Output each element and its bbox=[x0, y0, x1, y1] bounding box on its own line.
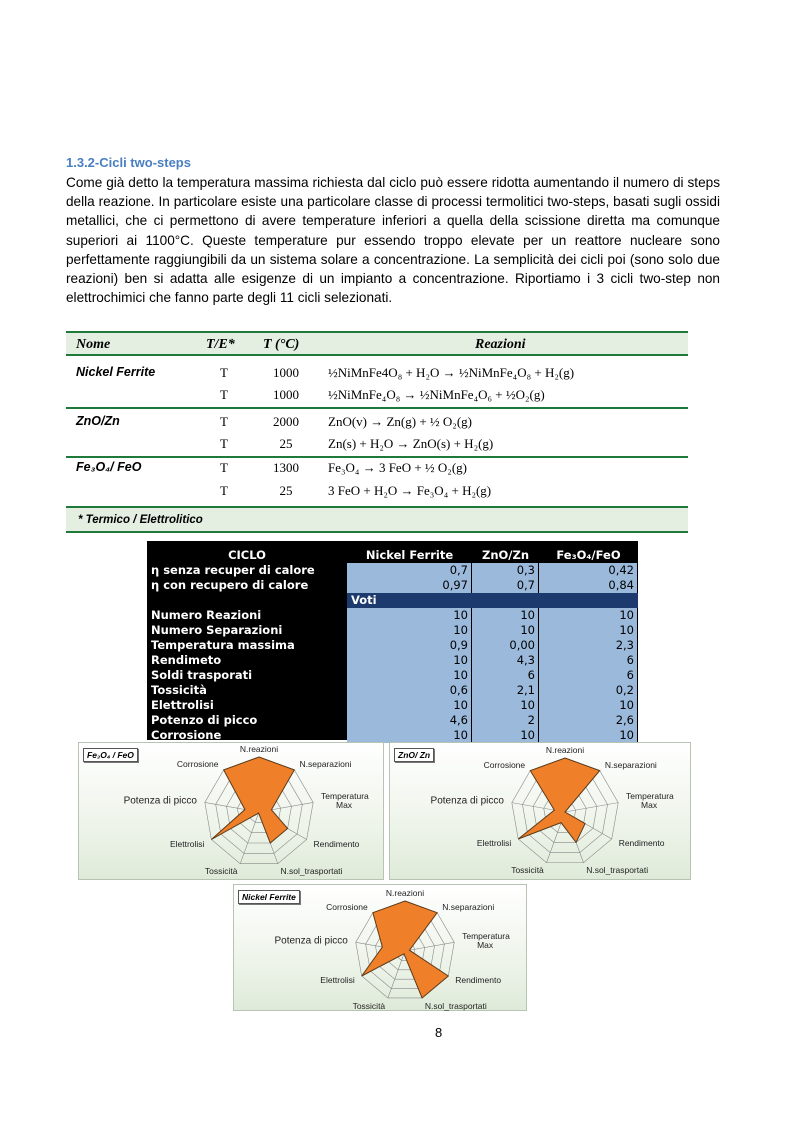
te-value: T bbox=[220, 365, 228, 380]
reaction-equation: 3 FeO + H₂O → Fe₃O₄ + H₂(g) bbox=[328, 483, 492, 498]
radar-series-area bbox=[362, 901, 449, 998]
voti-label: Voti bbox=[347, 593, 638, 608]
radar-axis-label: N.reazioni bbox=[545, 745, 585, 755]
radar-chart-nickel bbox=[233, 884, 527, 1011]
score-row bbox=[147, 668, 638, 683]
te-value: T bbox=[220, 460, 228, 475]
row-label: Numero Reazioni bbox=[151, 608, 262, 622]
row-value: 2,3 bbox=[539, 638, 638, 653]
header-te: T/E* bbox=[206, 337, 235, 352]
radar-axis-label: Tossicità bbox=[352, 1000, 386, 1011]
reaction-equation: ZnO(v) → Zn(g) + ½ O₂(g) bbox=[328, 414, 472, 429]
header-col-2: ZnO/Zn bbox=[481, 548, 530, 562]
row-value: 4,3 bbox=[472, 653, 539, 668]
row-label: η senza recuper di calore bbox=[151, 563, 315, 577]
reaction-equation: Fe₃O₄ → 3 FeO + ½ O₂(g) bbox=[328, 460, 468, 475]
row-value: 6 bbox=[539, 668, 638, 683]
radar-axis-label: Corrosione bbox=[483, 759, 526, 770]
radar-axis-label: N.separazioni bbox=[604, 759, 657, 770]
temperature-value: 25 bbox=[279, 436, 293, 451]
radar-axis-label: Rendimento bbox=[455, 975, 502, 985]
row-value: 0,84 bbox=[539, 578, 638, 593]
row-value: 0,3 bbox=[472, 563, 539, 578]
score-row bbox=[147, 683, 638, 698]
row-value: 0,97 bbox=[347, 578, 472, 593]
efficiency-row bbox=[147, 563, 638, 578]
header-nome: Nome bbox=[76, 337, 111, 352]
radar-axis-label: Tossicità bbox=[204, 866, 238, 877]
row-value: 2,1 bbox=[472, 683, 539, 698]
row-label: Tossicità bbox=[151, 683, 207, 697]
row-value: 0,7 bbox=[472, 578, 539, 593]
score-row bbox=[147, 638, 638, 653]
footnote: * Termico / Elettrolitico bbox=[78, 514, 203, 526]
section-paragraph: Come già detto la temperatura massima richiesta dal ciclo può essere ridotta aumentando il numero di steps della reazione. In particolare esiste una particolare classe di processi termolitici two-steps, basati sugli ossidi metallici, che ci permettono di avere temperature inferiori a quella della scissione diretta ma comunque superiori ai 1100°C. Queste temperature pur essendo troppo elevate per un reattore nucleare sono perfettamente raggiungibili da un sistema solare a concentrazione. La semplicità dei cicli poi (sono solo due reazioni) ben si adatta alle esigenze di un impianto a concentrazione. Riportiamo i 3 cicli two-step non elettrochimici che fanno parte degli 11 cicli selezionati. bbox=[66, 175, 720, 306]
chart-title: Nickel Ferrite bbox=[238, 890, 300, 904]
reaction-equation: ½NiMnFe₄O₈ → ½NiMnFe₄O₆ + ½O₂(g) bbox=[328, 387, 545, 402]
row-value: 10 bbox=[347, 728, 472, 743]
row-value: 0,00 bbox=[472, 638, 539, 653]
radar-axis-label: Temperatura Max bbox=[626, 791, 674, 811]
chart-title: ZnO/ Zn bbox=[394, 748, 434, 762]
te-value: T bbox=[220, 436, 228, 451]
score-row bbox=[147, 608, 638, 623]
radar-axis-label: Potenza di picco bbox=[123, 795, 197, 807]
radar-axis-label: Rendimento bbox=[313, 838, 360, 849]
te-value: T bbox=[220, 483, 228, 498]
row-value: 0,7 bbox=[347, 563, 472, 578]
row-value: 2,6 bbox=[539, 713, 638, 728]
cycle-name: Nickel Ferrite bbox=[76, 365, 156, 379]
header-temp: T (°C) bbox=[263, 337, 300, 352]
efficiency-row bbox=[147, 578, 638, 593]
radar-axis-label: Tossicità bbox=[511, 865, 544, 876]
radar-chart-fe3o4 bbox=[78, 742, 384, 880]
row-label: η con recupero di calore bbox=[151, 578, 309, 592]
header-reazioni: Reazioni bbox=[475, 337, 526, 352]
radar-spoke bbox=[565, 803, 618, 812]
radar-axis-label: Elettrolisi bbox=[169, 838, 205, 849]
radar-axis-label: Elettrolisi bbox=[320, 975, 355, 985]
row-value: 6 bbox=[539, 653, 638, 668]
group-separator bbox=[66, 456, 688, 458]
score-row bbox=[147, 623, 638, 638]
row-value: 10 bbox=[347, 608, 472, 623]
row-label: Potenzo di picco bbox=[151, 713, 258, 727]
score-row bbox=[147, 698, 638, 713]
row-label: Rendimeto bbox=[151, 653, 222, 667]
reactions-table bbox=[66, 331, 688, 535]
row-value: 10 bbox=[472, 608, 539, 623]
radar-axis-label: Rendimento bbox=[618, 838, 665, 848]
row-value: 10 bbox=[347, 623, 472, 638]
radar-axis-label: N.reazioni bbox=[239, 744, 279, 754]
group-separator bbox=[66, 407, 688, 409]
row-value: 10 bbox=[472, 623, 539, 638]
comparison-header-row bbox=[147, 548, 638, 563]
te-value: T bbox=[220, 387, 228, 402]
reaction-equation: Zn(s) + H₂O → ZnO(s) + H₂(g) bbox=[328, 436, 494, 451]
radar-axis-label: Corrosione bbox=[326, 901, 368, 912]
radar-axis-label: Temperatura Max bbox=[321, 791, 369, 811]
cycle-name: Fe₃O₄/ FeO bbox=[76, 460, 142, 474]
score-row bbox=[147, 653, 638, 668]
row-value: 0,2 bbox=[539, 683, 638, 698]
radar-axis-label: N.sol_trasportati bbox=[586, 865, 649, 876]
row-value: 10 bbox=[539, 608, 638, 623]
row-label: Soldi trasporati bbox=[151, 668, 253, 682]
row-value: 0,9 bbox=[347, 638, 472, 653]
row-value: 4,6 bbox=[347, 713, 472, 728]
radar-series-area bbox=[211, 757, 294, 843]
voti-row bbox=[147, 593, 638, 608]
header-col-1: Nickel Ferrite bbox=[365, 548, 454, 562]
row-value: 10 bbox=[347, 698, 472, 713]
row-value: 10 bbox=[472, 698, 539, 713]
score-row bbox=[147, 728, 638, 743]
comparison-table bbox=[147, 541, 638, 740]
radar-series-area bbox=[518, 758, 599, 842]
row-value: 0,6 bbox=[347, 683, 472, 698]
radar-axis-label: N.separazioni bbox=[299, 758, 352, 769]
temperature-value: 1300 bbox=[273, 460, 299, 475]
row-label: Temperatura massima bbox=[151, 638, 295, 652]
score-row bbox=[147, 713, 638, 728]
page-number: 8 bbox=[435, 1025, 443, 1040]
reactions-table-footer bbox=[66, 506, 688, 533]
section-heading: 1.3.2-Cicli two-steps bbox=[66, 155, 191, 170]
te-value: T bbox=[220, 414, 228, 429]
row-value: 2 bbox=[472, 713, 539, 728]
row-value: 10 bbox=[539, 728, 638, 743]
temperature-value: 1000 bbox=[273, 387, 299, 402]
radar-chart-zno bbox=[389, 742, 691, 880]
temperature-value: 2000 bbox=[273, 414, 299, 429]
cycle-name: ZnO/Zn bbox=[76, 414, 120, 428]
row-value: 10 bbox=[347, 653, 472, 668]
reaction-equation: ½NiMnFe4O₈ + H₂O → ½NiMnFe₄O₈ + H₂(g) bbox=[328, 365, 575, 380]
row-value: 10 bbox=[539, 623, 638, 638]
row-label: Elettrolisi bbox=[151, 698, 214, 712]
radar-axis-label: N.sol_trasportati bbox=[280, 866, 343, 877]
temperature-value: 1000 bbox=[273, 365, 299, 380]
radar-axis-label: Temperatura Max bbox=[462, 930, 510, 950]
radar-axis-label: N.reazioni bbox=[385, 888, 425, 898]
row-value: 6 bbox=[472, 668, 539, 683]
row-value: 0,42 bbox=[539, 563, 638, 578]
radar-axis-label: Corrosione bbox=[176, 758, 219, 769]
row-value: 10 bbox=[347, 668, 472, 683]
radar-axis-label: Elettrolisi bbox=[476, 838, 512, 848]
temperature-value: 25 bbox=[279, 483, 293, 498]
radar-axis-label: N.sol_trasportati bbox=[424, 1000, 487, 1011]
header-ciclo: CICLO bbox=[228, 548, 266, 562]
row-value: 10 bbox=[539, 698, 638, 713]
radar-axis-label: N.separazioni bbox=[442, 901, 495, 912]
row-label: Corrosione bbox=[151, 728, 222, 742]
row-value: 10 bbox=[472, 728, 539, 743]
chart-title: Fe₃O₄ / FeO bbox=[83, 748, 138, 762]
header-col-3: Fe₃O₄/FeO bbox=[556, 548, 621, 562]
radar-axis-label: Potenza di picco bbox=[430, 795, 504, 807]
radar-axis-label: Potenza di picco bbox=[274, 935, 348, 947]
row-label: Numero Separazioni bbox=[151, 623, 283, 637]
reactions-table-header bbox=[66, 331, 688, 356]
